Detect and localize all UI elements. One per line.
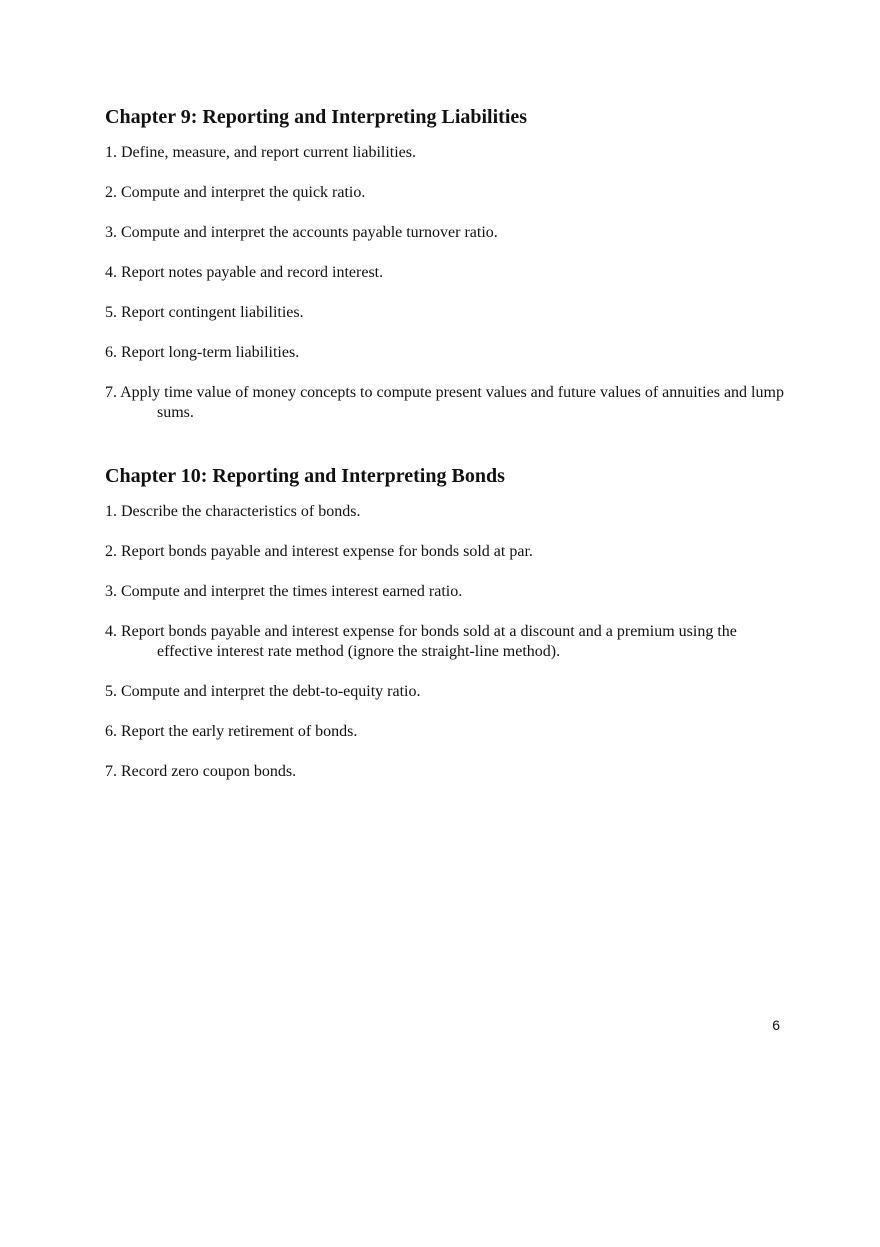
objective-item: 2. Report bonds payable and interest expense for bonds sold at par. <box>105 543 533 560</box>
page-number: 6 <box>772 1017 780 1033</box>
objective-item: 5. Compute and interpret the debt-to-equity ratio. <box>105 683 421 700</box>
objective-item: 3. Compute and interpret the accounts payable turnover ratio. <box>105 224 498 241</box>
chapter-10-objectives <box>105 502 785 782</box>
chapter-9-section <box>105 105 785 423</box>
chapter-9-heading: Chapter 9: Reporting and Interpreting Liabilities <box>105 106 528 128</box>
chapter-10-heading: Chapter 10: Reporting and Interpreting Bonds <box>105 465 505 487</box>
objective-item: 6. Report the early retirement of bonds. <box>105 723 358 740</box>
objective-item: 6. Report long-term liabilities. <box>105 344 300 361</box>
chapter-9-objectives <box>105 143 785 423</box>
objective-item: 7. Record zero coupon bonds. <box>105 763 297 780</box>
objective-item: 3. Compute and interpret the times interest earned ratio. <box>105 583 463 600</box>
chapter-10-section <box>105 464 785 782</box>
objective-item: 1. Define, measure, and report current liabilities. <box>105 144 416 161</box>
objective-item: 5. Report contingent liabilities. <box>105 304 304 321</box>
objective-item: 4. Report notes payable and record interest. <box>105 264 384 281</box>
objective-item: 4. Report bonds payable and interest expense for bonds sold at a discount and a premium using the effective interest rate method (ignore the straight-line method). <box>105 623 737 660</box>
objective-item: 1. Describe the characteristics of bonds. <box>105 503 361 520</box>
objective-item: 2. Compute and interpret the quick ratio. <box>105 184 366 201</box>
objective-item: 7. Apply time value of money concepts to compute present values and future values of annuities and lump sums. <box>105 384 784 421</box>
